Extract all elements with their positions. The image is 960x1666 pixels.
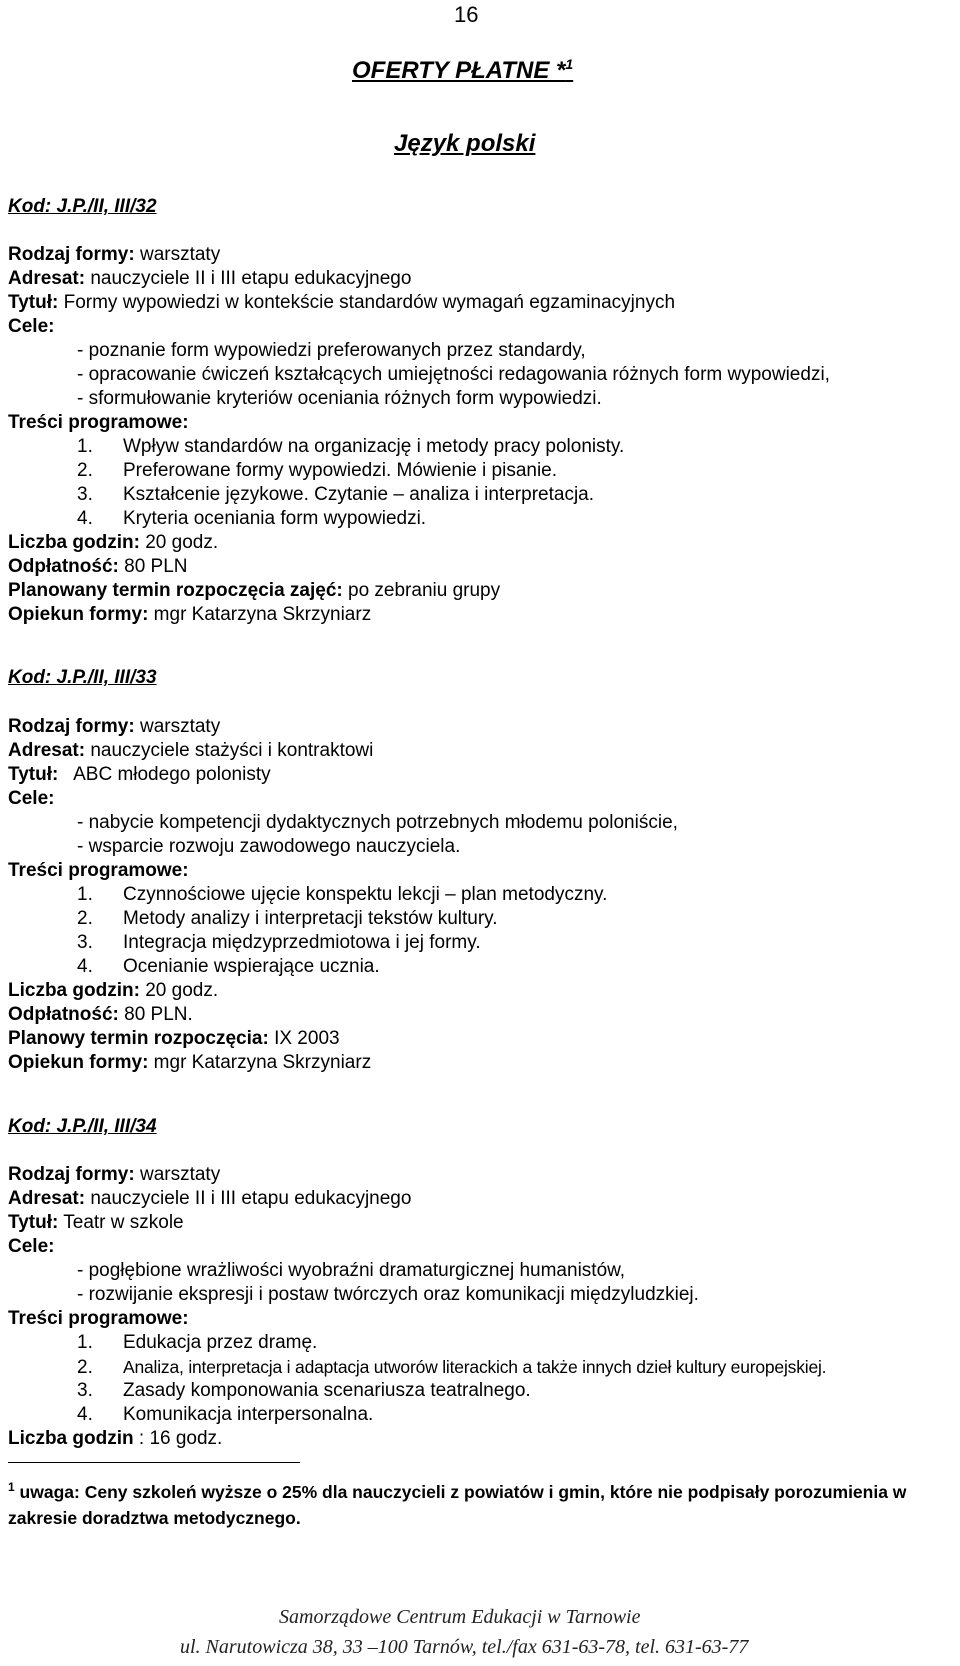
content-item: 1. Czynnościowe ujęcie konspektu lekcji – plan metodyczny. [77,884,608,905]
content-label: Treści programowe: [8,1308,189,1329]
footnote-text: uwaga: Ceny szkoleń wyższe o 25% dla nauczycieli z powiatów i gmin, które nie podpisały porozumienia w zakresie doradztwa metodycznego. [8,1481,907,1528]
course-title: Tytuł: Formy wypowiedzi w kontekście standardów wymagań egzaminacyjnych [8,292,676,313]
course-form: Rodzaj formy: warsztaty [8,1164,221,1185]
footnote-rule [8,1462,300,1463]
course-addressee: Adresat: nauczyciele II i III etapu edukacyjnego [8,268,412,289]
course-tutor: Opiekun formy: mgr Katarzyna Skrzyniarz [8,604,372,625]
goal-item: - pogłębione wrażliwości wyobraźni dramaturgicznej humanistów, [77,1260,626,1281]
content-item: 2. Preferowane formy wypowiedzi. Mówienie i pisanie. [77,460,558,481]
course-title: Tytuł: Teatr w szkole [8,1212,184,1233]
content-item: 4. Kryteria oceniania form wypowiedzi. [77,508,427,529]
goal-item: - wsparcie rozwoju zawodowego nauczyciela. [77,836,461,857]
course-start: Planowany termin rozpoczęcia zajęć: po zebraniu grupy [8,580,501,601]
content-item: 2. Analiza, interpretacja i adaptacja utworów literackich a także innych dzieł kultury europejskiej. [77,1357,827,1378]
content-item: 3. Kształcenie językowe. Czytanie – analiza i interpretacja. [77,484,595,505]
goal-item: - opracowanie ćwiczeń kształcących umiejętności redagowania różnych form wypowiedzi, [77,364,830,385]
course-code: Kod: J.P./II, III/34 [8,1116,157,1137]
page-number: 16 [454,2,479,27]
course-start: Planowy termin rozpoczęcia: IX 2003 [8,1028,340,1049]
footer-line-1: Samorządowe Centrum Edukacji w Tarnowie [279,1606,641,1628]
goals-label: Cele: [8,1236,55,1257]
course-addressee: Adresat: nauczyciele II i III etapu edukacyjnego [8,1188,412,1209]
goal-item: - nabycie kompetencji dydaktycznych potrzebnych młodemu poloniście, [77,812,678,833]
content-item: 4. Komunikacja interpersonalna. [77,1404,374,1425]
goal-item: - rozwijanie ekspresji i postaw twórczych oraz komunikacji międzyludzkiej. [77,1284,699,1305]
course-code: Kod: J.P./II, III/33 [8,667,157,688]
course-code: Kod: J.P./II, III/32 [8,196,157,217]
course-form: Rodzaj formy: warsztaty [8,716,221,737]
content-item: 3. Zasady komponowania scenariusza teatralnego. [77,1380,531,1401]
goal-item: - poznanie form wypowiedzi preferowanych przez standardy, [77,340,586,361]
footnote [8,1474,908,1531]
footer-line-2: ul. Narutowicza 38, 33 –100 Tarnów, tel./fax 631-63-78, tel. 631-63-77 [180,1636,749,1658]
content-label: Treści programowe: [8,412,189,433]
content-item: 1. Wpływ standardów na organizację i metody pracy polonisty. [77,436,625,457]
goals-label: Cele: [8,788,55,809]
page-heading [352,56,573,85]
course-hours: Liczba godzin: 20 godz. [8,980,219,1001]
content-item: 3. Integracja międzyprzedmiotowa i jej formy. [77,932,481,953]
course-title: Tytuł: ABC młodego polonisty [8,764,271,785]
course-form: Rodzaj formy: warsztaty [8,244,221,265]
course-hours: Liczba godzin : 16 godz. [8,1428,223,1449]
content-item: 2. Metody analizy i interpretacji tekstów kultury. [77,908,498,929]
heading-title: OFERTY PŁATNE * [352,57,566,84]
footnote-ref: 1 [565,56,574,72]
footnote-mark: 1 [8,1480,15,1494]
course-hours: Liczba godzin: 20 godz. [8,532,219,553]
course-addressee: Adresat: nauczyciele stażyści i kontraktowi [8,740,374,761]
course-fee: Odpłatność: 80 PLN [8,556,188,577]
course-tutor: Opiekun formy: mgr Katarzyna Skrzyniarz [8,1052,372,1073]
content-label: Treści programowe: [8,860,189,881]
subject-heading: Język polski [394,130,536,157]
goal-item: - sformułowanie kryteriów oceniania różnych form wypowiedzi. [77,388,602,409]
content-item: 1. Edukacja przez dramę. [77,1332,318,1353]
content-item: 4. Ocenianie wspierające ucznia. [77,956,380,977]
course-fee: Odpłatność: 80 PLN. [8,1004,193,1025]
goals-label: Cele: [8,316,55,337]
